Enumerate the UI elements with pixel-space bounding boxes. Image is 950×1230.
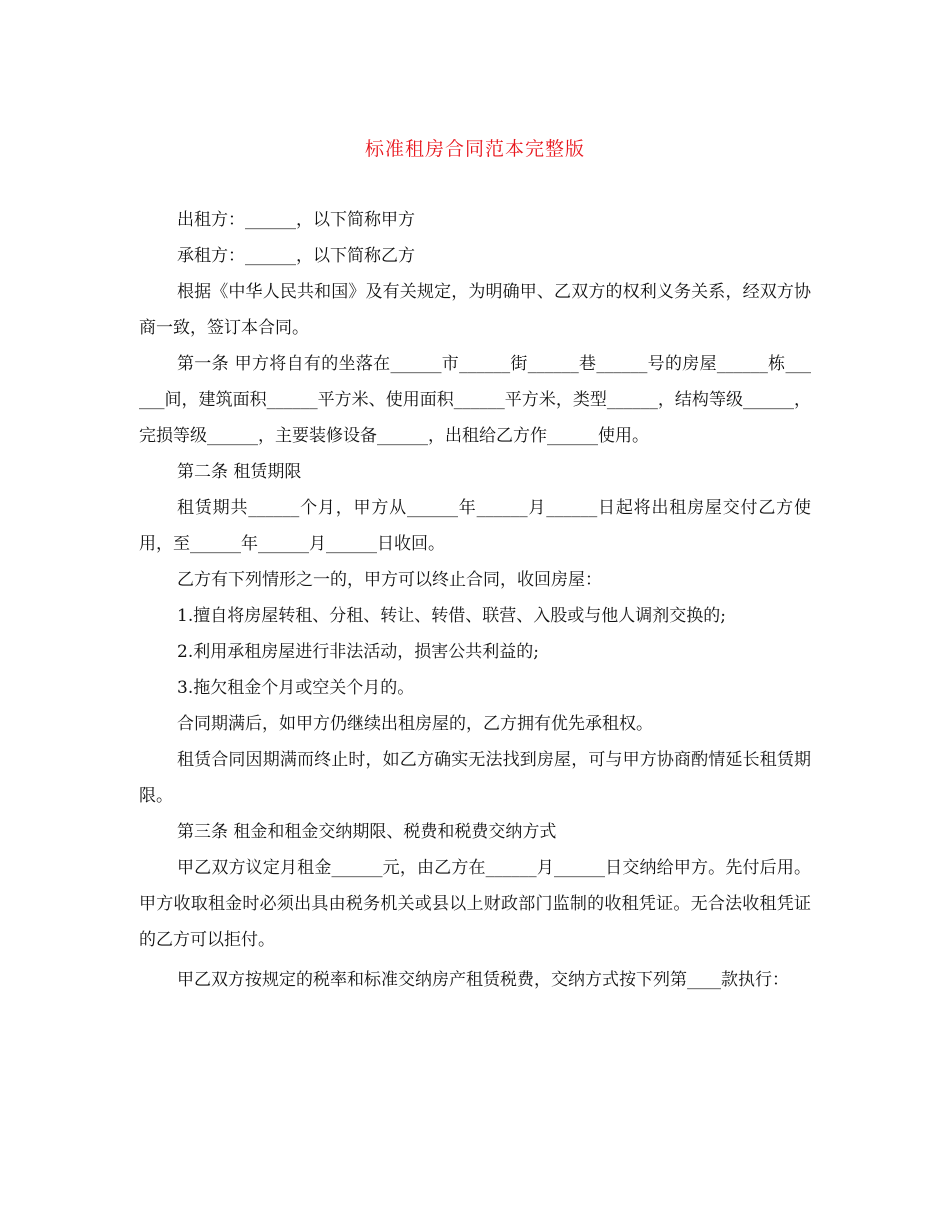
paragraph-lease-term: 租赁期共______个月，甲方从______年______月______日起将出租房屋交付乙方使用，至______年______月______日收回。 (139, 498, 811, 554)
paragraph-preamble: 根据《中华人民共和国》及有关规定，为明确甲、乙双方的权利义务关系，经双方协商一致，签订本合同。 (139, 282, 811, 338)
paragraph-article-1: 第一条 甲方将自有的坐落在______市______街______巷______号的房屋______栋______间，建筑面积______平方米、使用面积______平方米，类型______，结构等级______，完损等级______，主要装修设备______，出租给乙方作______使用。 (139, 354, 811, 446)
document-body (139, 202, 811, 998)
list-item-2: 2.利用承租房屋进行非法活动，损害公共利益的; (177, 642, 539, 662)
paragraph-termination-intro: 乙方有下列情形之一的，甲方可以终止合同，收回房屋： (177, 570, 602, 590)
paragraph-priority-right: 合同期满后，如甲方仍继续出租房屋的，乙方拥有优先承租权。 (177, 714, 653, 734)
heading-article-3: 第三条 租金和租金交纳期限、税费和税费交纳方式 (177, 822, 557, 842)
list-item-1: 1.擅自将房屋转租、分租、转让、转借、联营、入股或与他人调剂交换的; (177, 606, 726, 626)
heading-article-2: 第二条 租赁期限 (177, 462, 302, 482)
paragraph-tax: 甲乙双方按规定的税率和标准交纳房产租赁税费，交纳方式按下列第____款执行： (177, 970, 789, 990)
document-title: 标准租房合同范本完整版 (364, 138, 585, 160)
paragraph-rent: 甲乙双方议定月租金______元，由乙方在______月______日交纳给甲方。先付后用。甲方收取租金时必须出具由税务机关或县以上财政部门监制的收租凭证。无合法收租凭证的乙方可以拒付。 (139, 858, 811, 950)
paragraph-extension: 租赁合同因期满而终止时，如乙方确实无法找到房屋，可与甲方协商酌情延长租赁期限。 (139, 750, 811, 806)
paragraph-lessee: 承租方：______，以下简称乙方 (177, 246, 415, 266)
paragraph-lessor: 出租方：______，以下简称甲方 (177, 210, 415, 230)
list-item-3: 3.拖欠租金个月或空关个月的。 (177, 678, 415, 698)
